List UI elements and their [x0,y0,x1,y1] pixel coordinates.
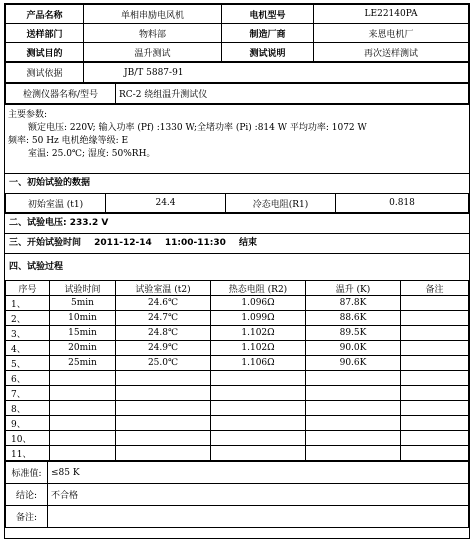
row-hot-resistance: 1.096Ω [211,296,306,311]
test-basis-value: JB/T 5887-91 [84,63,469,83]
header-row [6,43,469,62]
row-temp-rise [306,386,401,401]
row-room-temp [116,446,211,461]
row-remark [401,296,469,311]
header-row [6,24,469,43]
table-row [6,401,469,416]
row-temp-rise [306,431,401,446]
start-time-range: 11:00-11:30 [164,238,226,248]
row-index: 3、 [6,326,50,341]
cold-resistance-value: 0.818 [336,194,469,213]
conclusion-value: 不合格 [48,484,469,506]
start-time-title: 三、开始试验时间 [9,238,82,248]
row-index: 9、 [6,416,50,431]
params-line-2: 频率: 50 Hz 电机绝缘等级: E [8,136,129,146]
row-hot-resistance [211,386,306,401]
initial-room-temp-value: 24.4 [106,194,226,213]
section-test-process: 四、试验过程 [5,253,469,280]
row-remark [401,431,469,446]
row-index: 4、 [6,341,50,356]
standard-value: ≤85 K [48,462,469,484]
cold-resistance-label: 冷态电阻(R1) [226,194,336,213]
remark-value [48,506,469,528]
section-start-time [5,233,469,253]
sender-dept-value: 物料部 [84,24,222,43]
row-index: 6、 [6,371,50,386]
row-room-temp: 24.7℃ [116,311,211,326]
row-room-temp [116,431,211,446]
table-row [6,386,469,401]
product-name-label: 产品名称 [6,5,84,24]
instrument-label: 检测仪器名称/型号 [6,84,116,104]
row-remark [401,356,469,371]
conclusion-label: 结论: [6,484,48,506]
row-hot-resistance: 1.102Ω [211,341,306,356]
row-index: 2、 [6,311,50,326]
row-room-temp [116,416,211,431]
row-remark [401,416,469,431]
table-row [6,371,469,386]
row-room-temp: 24.9℃ [116,341,211,356]
row-time [50,371,116,386]
row-room-temp: 24.6℃ [116,296,211,311]
row-index: 10、 [6,431,50,446]
row-time: 5min [50,296,116,311]
row-time [50,386,116,401]
table-row [6,341,469,356]
row-time: 25min [50,356,116,371]
test-notes-label: 测试说明 [222,43,314,62]
row-time [50,431,116,446]
standard-label: 标准值: [6,462,48,484]
process-table [5,280,469,461]
conclusion-row [6,484,469,506]
row-remark [401,446,469,461]
row-temp-rise [306,401,401,416]
row-time [50,416,116,431]
process-header-row [6,281,469,296]
row-index: 1、 [6,296,50,311]
row-room-temp [116,386,211,401]
row-time: 15min [50,326,116,341]
col-header-remark: 备注 [401,281,469,296]
col-header-time: 试验时间 [50,281,116,296]
row-remark [401,341,469,356]
section-initial-data: 一、初始试验的数据 [5,173,469,193]
instrument-value: RC-2 绕组温升测试仪 [116,84,469,104]
start-date: 2011-12-14 [94,238,152,248]
row-hot-resistance [211,446,306,461]
row-remark [401,401,469,416]
row-temp-rise [306,371,401,386]
row-temp-rise: 90.6K [306,356,401,371]
start-time-end: 结束 [239,238,258,248]
params-title: 主要参数: [8,110,48,120]
col-header-index: 序号 [6,281,50,296]
params-line-1: 额定电压: 220V; 输入功率 (Pf) :1330 W;全堵功率 (Pi) :814 W 平均功率: 1072 W [28,123,367,133]
footer-table [5,461,469,528]
test-purpose-label: 测试目的 [6,43,84,62]
initial-data-table [5,193,469,213]
row-time [50,446,116,461]
row-hot-resistance: 1.099Ω [211,311,306,326]
remark-row [6,506,469,528]
row-room-temp: 25.0℃ [116,356,211,371]
table-row [6,326,469,341]
sender-dept-label: 送样部门 [6,24,84,43]
basis-row [6,63,469,83]
row-remark [401,371,469,386]
motor-model-label: 电机型号 [222,5,314,24]
col-header-temp-rise: 温升 (K) [306,281,401,296]
row-temp-rise: 87.8K [306,296,401,311]
test-basis-label: 测试依据 [6,63,84,83]
section-test-voltage: 二、试验电压: 233.2 V [5,213,469,233]
manufacturer-label: 制造厂商 [222,24,314,43]
table-row [6,446,469,461]
row-room-temp [116,371,211,386]
main-parameters [5,104,469,173]
row-temp-rise: 88.6K [306,311,401,326]
motor-model-value: LE22140PA [314,5,469,24]
test-purpose-value: 温升测试 [84,43,222,62]
row-hot-resistance: 1.102Ω [211,326,306,341]
row-remark [401,386,469,401]
row-time [50,401,116,416]
row-hot-resistance: 1.106Ω [211,356,306,371]
process-body [6,296,469,461]
instrument-row [6,84,469,104]
basis-table [5,62,469,83]
test-notes-value: 再次送样测试 [314,43,469,62]
row-remark [401,326,469,341]
initial-data-row [6,194,469,213]
row-hot-resistance [211,431,306,446]
row-hot-resistance [211,401,306,416]
standard-row [6,462,469,484]
row-index: 5、 [6,356,50,371]
row-time: 10min [50,311,116,326]
table-row [6,431,469,446]
col-header-room-temp: 试验室温 (t2) [116,281,211,296]
params-line-3: 室温: 25.0℃; 湿度: 50%RH。 [28,149,156,159]
row-time: 20min [50,341,116,356]
row-temp-rise [306,416,401,431]
row-index: 11、 [6,446,50,461]
table-row [6,416,469,431]
row-temp-rise: 89.5K [306,326,401,341]
initial-room-temp-label: 初始室温 (t1) [6,194,106,213]
remark-label: 备注: [6,506,48,528]
table-row [6,296,469,311]
row-temp-rise [306,446,401,461]
col-header-hot-resistance: 热态电阻 (R2) [211,281,306,296]
header-row [6,5,469,24]
row-temp-rise: 90.0K [306,341,401,356]
table-row [6,356,469,371]
table-row [6,311,469,326]
row-room-temp: 24.8℃ [116,326,211,341]
row-remark [401,311,469,326]
instrument-table [5,83,469,104]
row-room-temp [116,401,211,416]
row-hot-resistance [211,371,306,386]
row-index: 7、 [6,386,50,401]
row-index: 8、 [6,401,50,416]
test-report-sheet [4,3,470,539]
header-table [5,4,469,62]
product-name-value: 单相串励电风机 [84,5,222,24]
manufacturer-value: 来恩电机厂 [314,24,469,43]
row-hot-resistance [211,416,306,431]
